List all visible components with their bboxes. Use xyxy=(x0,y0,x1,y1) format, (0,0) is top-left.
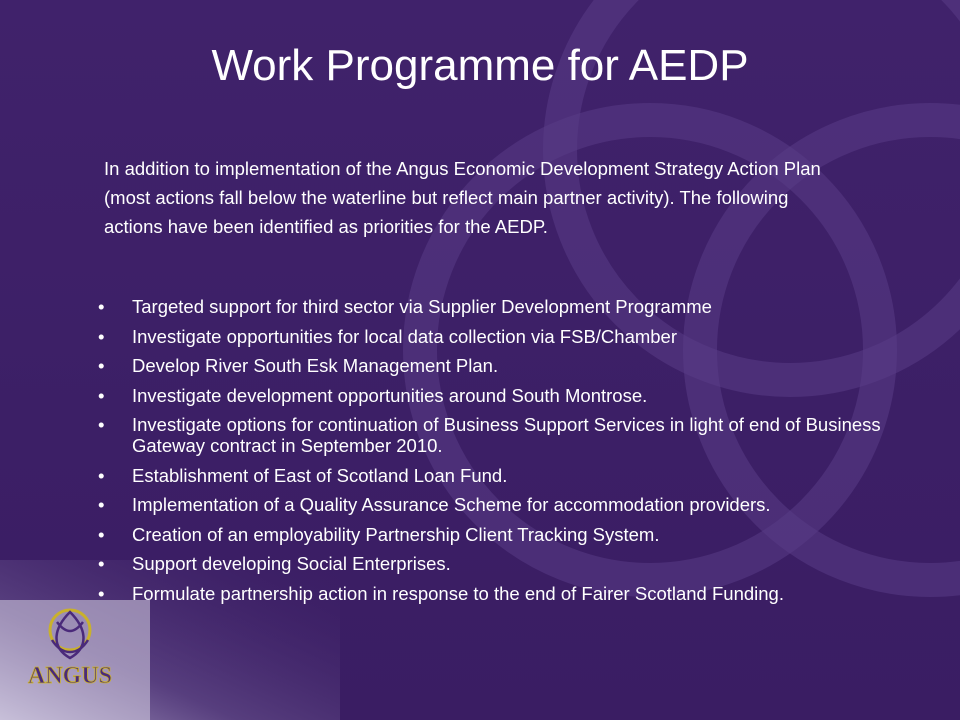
list-item xyxy=(92,326,892,347)
angus-logo xyxy=(0,600,140,700)
bullet-icon: • xyxy=(98,414,105,435)
list-item xyxy=(92,296,892,317)
list-item xyxy=(92,355,892,376)
bullet-icon: • xyxy=(98,582,105,604)
bullet-icon: • xyxy=(98,384,105,406)
bullet-icon: • xyxy=(98,296,105,317)
list-item-text: Creation of an employability Partnership Client Tracking System. xyxy=(132,523,660,545)
intro-paragraph: In addition to implementation of the Angus Economic Development Strategy Action Plan (most actions fall below the waterline but reflect main partner activity). The following actions have been identified as priorities for the AEDP. xyxy=(104,158,821,237)
bullet-icon: • xyxy=(98,523,105,545)
list-item-text: Support developing Social Enterprises. xyxy=(132,553,451,574)
bullet-icon: • xyxy=(98,553,105,574)
bullet-icon: • xyxy=(98,464,105,486)
list-item xyxy=(92,385,892,406)
slide-title: Work Programme for AEDP xyxy=(211,41,749,90)
bullet-icon: • xyxy=(98,325,105,347)
list-item xyxy=(92,414,892,456)
list-item-text: Investigate options for continuation of Business Support Services in light of end of Business Gateway contract in September 2010. xyxy=(132,414,881,456)
celtic-triquetra-icon xyxy=(50,610,90,658)
bullet-icon: • xyxy=(98,494,105,515)
list-item xyxy=(92,553,892,574)
list-item-text: Implementation of a Quality Assurance Scheme for accommodation providers. xyxy=(132,494,771,515)
list-item-text: Targeted support for third sector via Supplier Development Programme xyxy=(132,296,712,317)
list-item-text: Formulate partnership action in response to the end of Fairer Scotland Funding. xyxy=(132,582,784,604)
list-item xyxy=(92,465,892,486)
list-item-text: Establishment of East of Scotland Loan Fund. xyxy=(132,464,508,486)
logo-wordmark: ANGUS xyxy=(27,663,113,689)
list-item-text: Investigate development opportunities around South Montrose. xyxy=(132,384,648,406)
list-item xyxy=(92,583,892,604)
list-item xyxy=(92,524,892,545)
priority-actions-list xyxy=(92,296,892,612)
list-item xyxy=(92,494,892,515)
list-item-text: Develop River South Esk Management Plan. xyxy=(132,355,499,376)
bullet-icon: • xyxy=(98,355,105,376)
list-item-text: Investigate opportunities for local data collection via FSB/Chamber xyxy=(132,325,678,347)
